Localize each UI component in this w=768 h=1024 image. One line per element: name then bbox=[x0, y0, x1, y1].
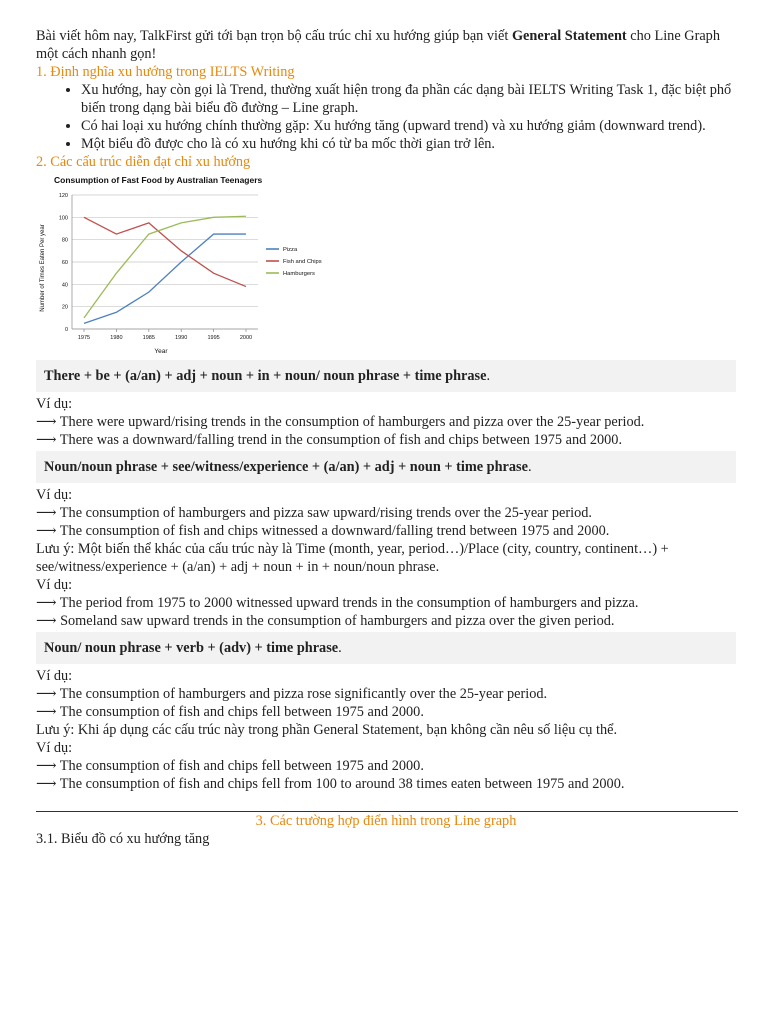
y-tick-label: 120 bbox=[58, 193, 68, 199]
example-line: ⟶ There were upward/rising trends in the consumption of hamburgers and pizza over the 25-year period. bbox=[36, 414, 645, 430]
example-label: Ví dụ: bbox=[36, 487, 73, 503]
intro-text-end: cho Line Graph một cách nhanh gọn! bbox=[36, 28, 720, 62]
chart-ylabel: Number of Times Eaten Per year bbox=[40, 224, 46, 312]
legend-label: Hamburgers bbox=[283, 271, 315, 277]
y-tick-label: 40 bbox=[61, 282, 68, 289]
article bbox=[36, 27, 736, 848]
x-tick-label: 2000 bbox=[239, 335, 253, 341]
section1-list bbox=[36, 81, 736, 153]
example-line: ⟶ The consumption of hamburgers and pizza saw upward/rising trends over the 25-year period. bbox=[36, 505, 592, 521]
list-item: • Có hai loại xu hướng chính thường gặp: Xu hướng tăng (upward trend) và xu hướng giảm (downward trend). bbox=[81, 117, 736, 135]
formula-dot: . bbox=[486, 368, 491, 384]
chart-xlabel: Year bbox=[154, 348, 168, 353]
series-line-fish-and-chips bbox=[84, 217, 246, 286]
formula-text: Noun/noun phrase + see/witness/experience + (a/an) + adj + noun + time phrase bbox=[44, 459, 528, 475]
x-tick-label: 1990 bbox=[175, 335, 188, 341]
y-tick-label: 80 bbox=[61, 237, 68, 244]
x-tick-label: 1985 bbox=[142, 335, 155, 341]
example-line: ⟶ The consumption of fish and chips fell between 1975 and 2000. bbox=[36, 704, 424, 720]
example-label: Ví dụ: bbox=[36, 740, 73, 756]
note: Lưu ý: Một biến thể khác của cấu trúc này là Time (month, year, period…)/Place (city, country, continent…) + see/witness/experience + (a/an) + adj + noun + in + noun/noun phrase. bbox=[36, 541, 669, 575]
intro-bold: General Statement bbox=[511, 28, 627, 44]
example-line: ⟶ There was a downward/falling trend in the consumption of fish and chips between 1975 and 2000. bbox=[36, 432, 623, 448]
example-line: ⟶ The consumption of fish and chips witnessed a downward/falling trend between 1975 and 2000. bbox=[36, 523, 610, 539]
section3-heading: 3. Các trường hợp điển hình trong Line graph bbox=[255, 813, 517, 829]
example-line: ⟶ The consumption of fish and chips fell from 100 to around 38 times eaten between 1975 and 2000. bbox=[36, 776, 625, 792]
x-tick-label: 1980 bbox=[110, 335, 123, 341]
example-label: Ví dụ: bbox=[36, 668, 73, 684]
series-line-pizza bbox=[84, 234, 246, 323]
formula-dot: . bbox=[338, 640, 342, 656]
y-tick-label: 20 bbox=[61, 304, 68, 311]
structure3-formula bbox=[36, 632, 736, 664]
example-label: Ví dụ: bbox=[36, 396, 73, 412]
structure2-formula bbox=[36, 451, 736, 483]
x-tick-label: 1975 bbox=[77, 335, 91, 341]
chart-title: Consumption of Fast Food by Australian Teenagers bbox=[54, 175, 263, 185]
example-line: ⟶ The period from 1975 to 2000 witnessed upward trends in the consumption of hamburgers and pizza. bbox=[36, 595, 639, 611]
formula-text: Noun/ noun phrase + verb + (adv) + time phrase bbox=[44, 640, 339, 656]
section1-heading: 1. Định nghĩa xu hướng trong IELTS Writing bbox=[36, 64, 295, 80]
y-tick-label: 0 bbox=[64, 327, 68, 333]
legend-label: Pizza bbox=[283, 247, 298, 253]
example-label: Ví dụ: bbox=[36, 577, 73, 593]
example-line: ⟶ The consumption of fish and chips fell between 1975 and 2000. bbox=[36, 758, 424, 774]
example-line: ⟶ The consumption of hamburgers and pizza rose significantly over the 25-year period. bbox=[36, 686, 548, 702]
section3-subheading: 3.1. Biểu đồ có xu hướng tăng bbox=[36, 831, 210, 847]
structure1-formula bbox=[36, 360, 736, 392]
y-tick-label: 60 bbox=[61, 260, 68, 266]
formula-dot: . bbox=[527, 459, 532, 475]
line-chart bbox=[36, 173, 336, 353]
legend-label: Fish and Chips bbox=[283, 259, 322, 265]
y-tick-label: 100 bbox=[58, 215, 68, 222]
section2-heading: 2. Các cấu trúc diễn đạt chỉ xu hướng bbox=[36, 154, 251, 170]
list-item: • Một biểu đồ được cho là có xu hướng khi có từ ba mốc thời gian trở lên. bbox=[81, 135, 736, 153]
list-item: • Xu hướng, hay còn gọi là Trend, thường xuất hiện trong đa phần các dạng bài IELTS Writing Task 1, đặc biệt phổ biến trong dạng bài biểu đồ đường – Line graph. bbox=[81, 81, 736, 117]
x-tick-label: 1995 bbox=[207, 335, 220, 341]
intro-text: Bài viết hôm nay, TalkFirst gửi tới bạn trọn bộ cấu trúc chỉ xu hướng giúp bạn viết bbox=[36, 28, 512, 44]
series-line-hamburgers bbox=[84, 216, 246, 318]
formula-text: There + be + (a/an) + adj + noun + in + noun/ noun phrase + time phrase bbox=[44, 368, 487, 384]
example-line: ⟶ Someland saw upward trends in the consumption of hamburgers and pizza over the given period. bbox=[36, 613, 615, 629]
note: Lưu ý: Khi áp dụng các cấu trúc này trong phần General Statement, bạn không cần nêu số liệu cụ thể. bbox=[36, 722, 618, 738]
intro-paragraph bbox=[36, 27, 736, 63]
